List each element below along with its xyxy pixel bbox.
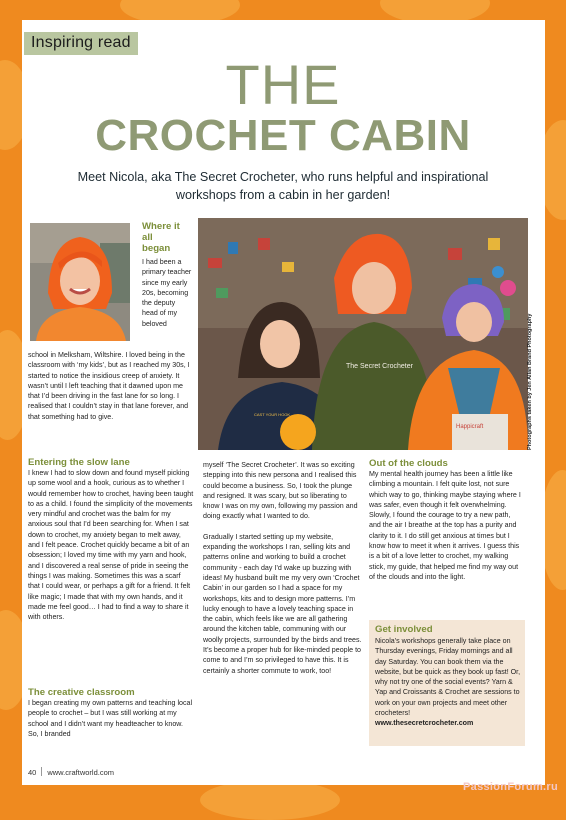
- hoodie-print-left: CAST YOUR HOOK: [254, 412, 291, 417]
- border-pattern: [200, 780, 340, 820]
- section-text: My mental health journey has been a little like climbing a mountain. I felt quite lost, not sure which way to go, thinking maybe staying where I was safer, even though it felt overwhelming. Slowly, I found the courage to try a new path, and the air I breathe at the top has a purity and clarity to it. I do still get anxious at times but I know how to meet it when it arrives. I guess this is a bit of a love letter to crochet, my walking stick, my guide, that helped me find my way out of the clouds and into the light.: [369, 470, 521, 581]
- footer-site[interactable]: www.craftworld.com: [47, 768, 115, 777]
- photo-credit: Photographs taken by Jen Allan Brand Photography: [527, 313, 533, 450]
- page-number: 40: [28, 768, 37, 777]
- paragraph: Gradually I started setting up my website, expanding the workshops I ran, selling kits and patterns online and working to build a crochet community - each day I’d wake up buzzing with ideas! My husband built me my very own ‘Crochet Cabin’ in our garden so I had a space for my workshops, kits and to design more patterns. I’m lucky enough to have a lovely teaching space in the cabin, which feels like we are all gathering around the kitchen table, communing with our woolly projects, surrounded by the birds and trees. It’s become a proper hub for like-minded people to come to and I’m so privileged to have this. It is certainly a shorter commute to work, too!: [203, 532, 362, 675]
- footer-divider: [41, 767, 42, 776]
- watermark: PassionForum.ru: [463, 781, 558, 793]
- section-classroom: [28, 687, 194, 739]
- section-heading: Entering the slow lane: [28, 457, 130, 468]
- get-involved-heading: Get involved: [375, 624, 433, 635]
- lede-text-narrow: I had been a primary teacher since my early 20s, becoming the deputy head of my beloved: [142, 258, 192, 328]
- section-heading: The creative classroom: [28, 687, 135, 698]
- section-text: I began creating my own patterns and teaching local people to crochet – but I was still working at my school and I didn’t want my headteacher to know. So, I branded: [28, 699, 193, 738]
- lede-text-wide: school in Melksham, Wiltshire. I loved being in the classroom with ‘my kids’, but as I reached my 30s, I started to notice the insidious creep of anxiety. It wasn’t until I left teaching that it dawned upon me that I’d been driving in the fast lane for so long. I realised that I couldn’t stay in that lane forever, and that something had to give.: [28, 351, 190, 421]
- title-line-1: THE: [225, 53, 341, 116]
- get-involved-text: [375, 636, 523, 729]
- section-kicker: Inspiring read: [24, 32, 138, 55]
- box-label: Happicraft: [456, 424, 484, 430]
- portrait-photo: [30, 223, 130, 341]
- get-involved-box: [369, 620, 525, 746]
- website-link[interactable]: www.thesecretcrocheter.com: [375, 719, 474, 728]
- section-slow-lane: [28, 457, 194, 622]
- get-involved-body: Nicola’s workshops generally take place on Thursday evenings, Friday mornings and all day Saturday. You can book them via the website, but be quick as they book up fast! Or, why not try one of the social events? Yarn & Yap and Croissants & Crochet are sessions to work on your own projects and meet other crocheters!: [375, 637, 521, 718]
- hoodie-print-center: The Secret Crocheter: [346, 363, 413, 370]
- title-line-2: CROCHET CABIN: [95, 111, 471, 160]
- page-footer: [28, 767, 114, 777]
- section-clouds: [369, 458, 524, 582]
- workshop-photo: [198, 218, 528, 450]
- section-text: I knew I had to slow down and found myself picking up some wool and a hook, curious as to whether I would remember how to crochet, having been taught to as a child. I found the simplicity of the movements very mindful and crochet was the balm for my anxious soul that I’d been searching for. When I sat down to crochet, my anxiety began to melt away, and I felt peace. Crochet quickly became a bit of an obsession; I loved my time with my yarn and hook, and I discovered a real sense of pride in seeing the things I was making. Sometimes this was a scarf that I could wear, or perhaps a gift for a friend. It felt like magic; I made that with my own hands, and it made me feel good… I had to find a way to share it with others.: [28, 469, 194, 622]
- column-2: [203, 460, 363, 676]
- section-heading: Out of the clouds: [369, 458, 448, 469]
- paragraph: myself ‘The Secret Crocheter’. It was so exciting stepping into this new persona and I realised this could become a business. So, I took the plunge and resigned. It was scary, but so liberating to know I was on my own, following my passion and doing exactly what I wanted to do.: [203, 461, 358, 521]
- lede-heading: Where it all began: [142, 221, 180, 254]
- standfirst: Meet Nicola, aka The Secret Crocheter, who runs helpful and inspirational workshops from a cabin in her garden!: [77, 170, 489, 202]
